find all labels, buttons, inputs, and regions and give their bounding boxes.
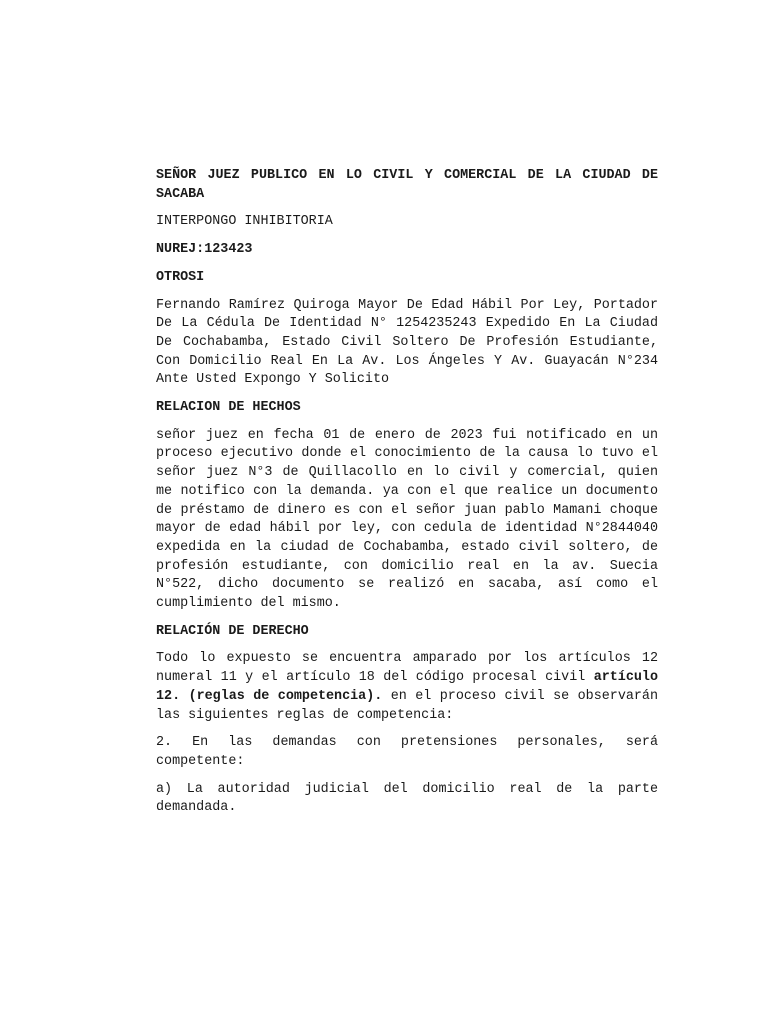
- document-page: [156, 167, 658, 827]
- rule-a-paragraph: a) La autoridad judicial del domicilio real de la parte demandada.: [156, 781, 658, 816]
- rule-2-paragraph: 2. En las demandas con pretensiones personales, será competente:: [156, 735, 658, 769]
- otrosi-label: OTROSI: [156, 269, 205, 285]
- facts-heading: RELACION DE HECHOS: [156, 400, 301, 416]
- intro-paragraph: Fernando Ramírez Quiroga Mayor De Edad Hábil Por Ley, Portador De La Cédula De Identidad N° 1254235243 Expedido En La Ciudad De Cochabamba, Estado Civil Soltero De Profesión Estudiante, Con Domicilio Real En La Av. Los Ángeles Y Av. Guayacán N°234 Ante Usted Expongo Y Solicito: [156, 297, 658, 388]
- law-heading: RELACIÓN DE DERECHO: [156, 623, 309, 639]
- facts-paragraph: señor juez en fecha 01 de enero de 2023 fui notificado en un proceso ejecutivo donde el conocimiento de la causa lo tuvo el señor juez N°3 de Quillacollo en lo civil y comercial, quien me notifico con la demanda. ya con el que realice un documento de préstamo de dinero es con el señor juan pablo Mamani choque mayor de edad hábil por ley, con cedula de identidad N°2844040 expedida en la ciudad de Cochabamba, estado civil soltero, de profesión estudiante, con domicilio real en la av. Suecia N°522, dicho documento se realizó en sacaba, así como el cumplimiento del mismo.: [156, 427, 658, 612]
- law-paragraph: [156, 650, 658, 725]
- nurej-number: NUREJ:123423: [156, 242, 253, 258]
- document-subject: INTERPONGO INHIBITORIA: [156, 214, 333, 230]
- law-paragraph-text-1: Todo lo expuesto se encuentra amparado por los artículos 12 numeral 11 y el artículo 18 del código procesal civil: [156, 651, 658, 686]
- law-paragraph-text-2: en el proceso civil se observarán las siguientes reglas de competencia:: [156, 688, 658, 723]
- document-heading: SEÑOR JUEZ PUBLICO EN LO CIVIL Y COMERCIAL DE LA CIUDAD DE SACABA: [156, 168, 658, 202]
- law-article-citation: artículo 12. (reglas de competencia).: [156, 670, 658, 704]
